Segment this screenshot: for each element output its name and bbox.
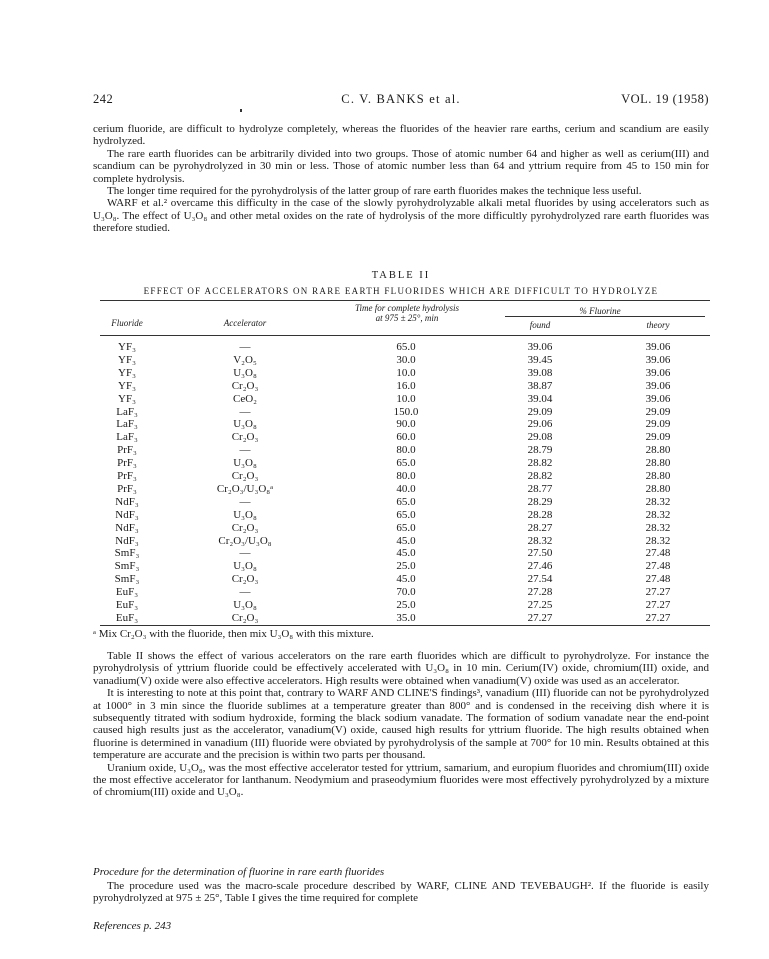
cell-found: 28.82	[527, 470, 553, 482]
cell-accelerator: U₃O₈	[233, 599, 257, 611]
cell-found: 39.04	[527, 392, 553, 405]
paragraph: The rare earth fluorides can be arbitrarily divided into two groups. Those of atomic number 64 and higher as well as cerium(III) and scandium can be pyrohydrolyzed in 30 min or less. Those of atomic number less than 64 and yttrium require from 45 to 150 min for complete hydrolysis.	[93, 147, 709, 185]
cell-theory: 28.32	[645, 495, 671, 508]
cell-fluoride: NdF₃	[115, 534, 139, 547]
cell-accelerator: Cr₂O₃	[231, 611, 259, 624]
table-row	[93, 393, 709, 406]
cell-accelerator: —	[239, 495, 251, 508]
body-text-bottom	[93, 650, 709, 799]
cell-found: 28.29	[527, 495, 553, 508]
cell-theory: 28.80	[645, 470, 671, 482]
section-subheading: Procedure for the determination of fluorine in rare earth fluorides	[93, 866, 385, 878]
header-subrule	[505, 316, 705, 317]
cell-time: 35.0	[396, 611, 416, 624]
cell-found: 28.32	[527, 534, 553, 547]
table-row	[93, 367, 709, 380]
cell-theory: 29.09	[645, 418, 671, 431]
cell-time: 65.0	[396, 521, 416, 534]
table-row	[93, 457, 709, 470]
cell-theory: 28.32	[645, 508, 671, 521]
table-caption: EFFECT OF ACCELERATORS ON RARE EARTH FLUORIDES WHICH ARE DIFFICULT TO HYDROLYZE	[143, 286, 659, 296]
table-row	[93, 599, 709, 612]
cell-found: 39.45	[527, 353, 553, 366]
table-row	[93, 418, 709, 431]
cell-fluoride: NdF₃	[115, 508, 139, 521]
cell-time: 40.0	[396, 482, 416, 495]
cell-found: 27.54	[527, 573, 553, 586]
cell-fluoride: PrF₃	[117, 457, 137, 470]
cell-accelerator: —	[239, 586, 251, 599]
table-row	[93, 354, 709, 367]
cell-time: 16.0	[396, 379, 416, 392]
cell-fluoride: LaF₃	[116, 431, 138, 444]
cell-accelerator: U₃O₈	[233, 508, 257, 521]
cell-fluoride: YF₃	[118, 366, 136, 379]
cell-theory: 27.27	[645, 586, 671, 599]
cell-fluoride: EuF₃	[115, 599, 139, 611]
cell-accelerator: U₃O₈	[233, 457, 257, 470]
cell-theory: 39.06	[645, 353, 671, 366]
cell-theory: 27.48	[645, 560, 671, 573]
cell-time: 80.0	[396, 444, 416, 457]
cell-accelerator: V₂O₅	[233, 353, 257, 366]
cell-found: 29.09	[527, 405, 553, 418]
cell-fluoride: SmF₃	[114, 547, 140, 560]
table-row	[93, 496, 709, 509]
cell-found: 38.87	[527, 379, 553, 392]
cell-accelerator: —	[239, 405, 251, 418]
table-title: TABLE II	[371, 270, 431, 281]
running-header	[93, 92, 709, 110]
cell-theory: 27.27	[645, 599, 671, 611]
cell-fluoride: YF₃	[118, 341, 136, 353]
cell-found: 39.06	[527, 341, 553, 353]
table-row	[93, 470, 709, 483]
table-row	[93, 483, 709, 496]
cell-theory: 39.06	[645, 341, 671, 353]
cell-theory: 27.48	[645, 573, 671, 586]
body-text-top	[93, 123, 709, 235]
cell-fluoride: EuF₃	[115, 611, 139, 624]
cell-theory: 39.06	[645, 392, 671, 405]
cell-theory: 28.80	[645, 444, 671, 457]
table-row	[93, 612, 709, 625]
stray-mark	[240, 109, 242, 112]
cell-found: 28.28	[527, 508, 553, 521]
cell-accelerator: Cr₂O₃	[231, 431, 259, 444]
cell-time: 65.0	[396, 457, 416, 470]
cell-accelerator: Cr₂O₃	[231, 379, 259, 392]
cell-found: 27.25	[527, 599, 553, 611]
cell-found: 28.79	[527, 444, 553, 457]
cell-time: 65.0	[396, 495, 416, 508]
running-authors: C. V. BANKS et al.	[341, 92, 461, 106]
cell-theory: 28.32	[645, 534, 671, 547]
cell-theory: 39.06	[645, 366, 671, 379]
cell-theory: 28.80	[645, 457, 671, 470]
procedure-text	[93, 880, 709, 905]
table-row	[93, 406, 709, 419]
cell-found: 28.77	[527, 482, 553, 495]
cell-time: 10.0	[396, 366, 416, 379]
cell-found: 28.82	[527, 457, 553, 470]
cell-time: 150.0	[393, 405, 419, 418]
cell-fluoride: NdF₃	[115, 495, 139, 508]
table-rule-head	[100, 335, 710, 336]
table-row	[93, 560, 709, 573]
cell-found: 29.06	[527, 418, 553, 431]
table-row	[93, 535, 709, 548]
cell-time: 65.0	[396, 508, 416, 521]
paragraph: cerium fluoride, are difficult to hydrolyze completely, whereas the fluorides of the heavier rare earths, cerium and scandium are easily hydrolyzed.	[93, 123, 709, 148]
cell-accelerator: U₃O₈	[233, 418, 257, 431]
cell-theory: 29.09	[645, 405, 671, 418]
cell-fluoride: PrF₃	[117, 482, 137, 495]
cell-found: 27.27	[527, 611, 553, 624]
cell-fluoride: YF₃	[118, 379, 136, 392]
cell-found: 39.08	[527, 366, 553, 379]
cell-time: 25.0	[396, 560, 416, 573]
paragraph: It is interesting to note at this point that, contrary to WARF AND CLINE'S findings³, vanadium (III) fluoride can not be pyrohydrolyzed at 1000° in 3 min since the fluoride sublimes at a temperature greater than 800° and is condensed in the receiving dish where it is subsequently titrated with sodium hydroxide, forming the black sodium vanadate. The formation of sodium vanadate near the end-point caused high results just as the accelerator, vanadium(V) oxide, caused high results for yttrium fluoride. The high results obtained when fluorine is determined in vanadium (III) fluoride were obviated by pyrohydrolysis of the sample at 700° for 10 min. Results obtained at this temperature are accurate and the precision is within two parts per thousand.	[93, 687, 709, 762]
cell-found: 29.08	[527, 431, 553, 444]
cell-accelerator: CeO₂	[233, 392, 257, 405]
table-row	[93, 444, 709, 457]
cell-theory: 29.09	[645, 431, 671, 444]
table-row	[93, 573, 709, 586]
volume-year: VOL. 19 (1958)	[621, 92, 709, 106]
cell-accelerator: U₃O₈	[233, 366, 257, 379]
cell-fluoride: SmF₃	[114, 573, 140, 586]
page-number: 242	[93, 92, 114, 106]
cell-time: 65.0	[396, 341, 416, 353]
table-row	[93, 341, 709, 354]
header-found: found	[529, 320, 551, 330]
cell-time: 45.0	[396, 573, 416, 586]
references-link[interactable]: References p. 243	[93, 920, 172, 932]
cell-fluoride: LaF₃	[116, 418, 138, 431]
cell-theory: 28.80	[645, 482, 671, 495]
cell-accelerator: Cr₂O₃	[231, 470, 259, 482]
paragraph: The longer time required for the pyrohydrolysis of the latter group of rare earth fluorides makes the technique less useful.	[107, 185, 642, 198]
cell-accelerator: —	[239, 547, 251, 560]
cell-theory: 39.06	[645, 379, 671, 392]
cell-found: 27.46	[527, 560, 553, 573]
table-row	[93, 509, 709, 522]
cell-found: 27.50	[527, 547, 553, 560]
table-row	[93, 586, 709, 599]
table-row	[93, 522, 709, 535]
cell-fluoride: YF₃	[118, 353, 136, 366]
cell-accelerator: —	[239, 444, 251, 457]
table-rule-bottom	[100, 625, 710, 626]
cell-theory: 28.32	[645, 521, 671, 534]
table-row	[93, 547, 709, 560]
table-row	[93, 380, 709, 393]
header-accelerator: Accelerator	[223, 318, 267, 328]
header-time: Time for complete hydrolysis at 975 ± 25°, min	[355, 303, 459, 323]
paragraph: The procedure used was the macro-scale procedure described by WARF, CLINE AND TEVEBAUGH². If the fluoride is easily pyrohydrolyzed at 975 ± 25°, Table I gives the time required for complete	[93, 880, 709, 905]
cell-fluoride: NdF₃	[115, 521, 139, 534]
cell-accelerator: Cr₂O₃/U₃O₈	[218, 534, 272, 547]
cell-fluoride: LaF₃	[116, 405, 138, 418]
cell-accelerator: Cr₂O₃	[231, 573, 259, 586]
table-row	[93, 431, 709, 444]
cell-fluoride: PrF₃	[117, 444, 137, 457]
table-footnote: ᵃ Mix Cr₂O₃ with the fluoride, then mix U₃O₈ with this mixture.	[93, 628, 374, 640]
cell-time: 30.0	[396, 353, 416, 366]
cell-accelerator: Cr₂O₃	[231, 521, 259, 534]
cell-time: 60.0	[396, 431, 416, 444]
cell-time: 70.0	[396, 586, 416, 599]
cell-accelerator: —	[239, 341, 251, 353]
cell-time: 25.0	[396, 599, 416, 611]
header-fluoride: Fluoride	[111, 318, 143, 328]
cell-theory: 27.27	[645, 611, 671, 624]
cell-theory: 27.48	[645, 547, 671, 560]
cell-time: 10.0	[396, 392, 416, 405]
paragraph: Table II shows the effect of various accelerators on the rare earth fluorides which are difficult to pyrohydrolyze. For instance the pyrohydrolysis of yttrium fluoride could be effectively accelerated with U₃O₈ in 10 min. Cerium(IV) oxide, chromium(III) oxide, and vanadium(V) oxide were also effective accelerators. High results were obtained when vanadium(V) oxide was used as an accelerator.	[93, 650, 709, 687]
cell-found: 27.28	[527, 586, 553, 599]
cell-fluoride: YF₃	[118, 392, 136, 405]
table-rule-top	[100, 300, 710, 301]
cell-accelerator: U₃O₈	[233, 560, 257, 573]
cell-accelerator: Cr₂O₃/U₃O₈ᵃ	[216, 482, 274, 495]
cell-fluoride: SmF₃	[114, 560, 140, 573]
cell-time: 90.0	[396, 418, 416, 431]
cell-fluoride: EuF₃	[115, 586, 139, 599]
cell-fluoride: PrF₃	[117, 470, 137, 482]
cell-found: 28.27	[527, 521, 553, 534]
cell-time: 80.0	[396, 470, 416, 482]
paragraph: WARF et al.² overcame this difficulty in the case of the slowly pyrohydrolyzable alkali metal fluorides by using accelerators such as U₃O₈. The effect of U₃O₈ and other metal oxides on the rate of hydrolysis of the more difficultly pyrohydrolyzed rare earth fluorides was therefore studied.	[93, 197, 709, 235]
paragraph: Uranium oxide, U₃O₈, was the most effective accelerator tested for yttrium, samarium, and europium fluorides and chromium(III) oxide the most effective accelerator for lanthanum. Neodymium and praseodymium fluorides were most effectively pyrohydrolyzed by a mixture of chromium(III) oxide and U₃O₈.	[93, 761, 709, 799]
cell-time: 45.0	[396, 547, 416, 560]
header-theory: theory	[646, 320, 670, 330]
header-pct-fluorine: % Fluorine	[579, 306, 621, 316]
cell-time: 45.0	[396, 534, 416, 547]
